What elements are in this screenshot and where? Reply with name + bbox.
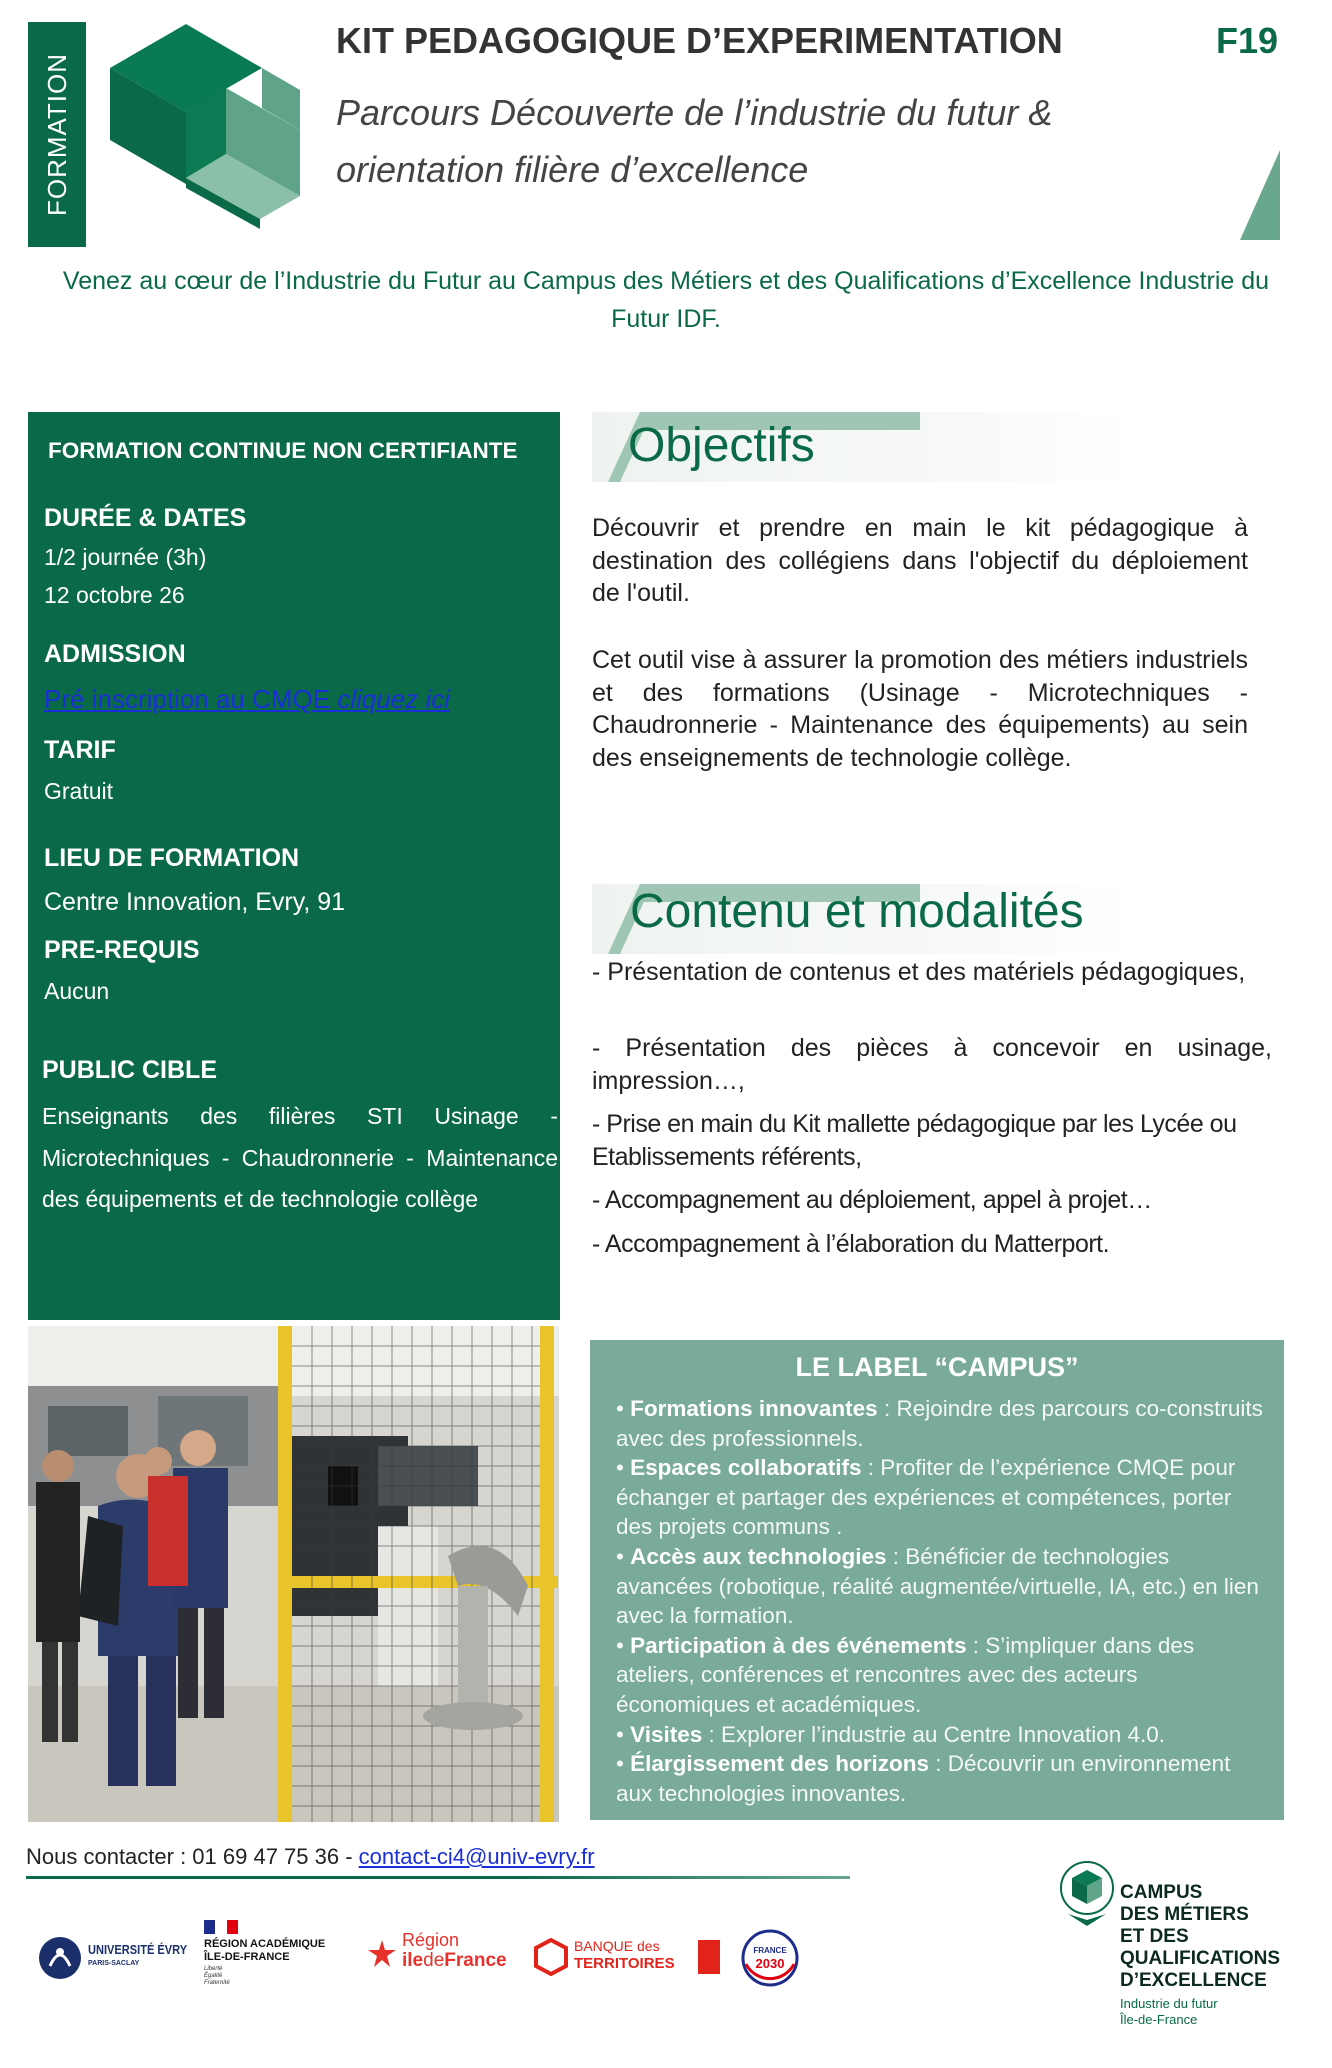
label-item-bold: Élargissement des horizons bbox=[630, 1751, 929, 1777]
workshop-photo bbox=[28, 1326, 559, 1822]
admission-heading: ADMISSION bbox=[44, 640, 186, 668]
public-heading: PUBLIC CIBLE bbox=[42, 1056, 217, 1084]
campus-cmqe-logo bbox=[1058, 1850, 1308, 2050]
document-subtitle: Parcours Découverte de l’industrie du futur & orientation filière d’excellence bbox=[336, 92, 1053, 190]
banque-des-territoires-logo bbox=[534, 1934, 724, 1984]
label-item: • Formations innovantes : Rejoindre des parcours co-construits avec des professionnels. bbox=[616, 1396, 1263, 1451]
date-value: 12 octobre 26 bbox=[44, 582, 185, 608]
label-item: • Espaces collaboratifs : Profiter de l’expérience CMQE pour échanger et partager des expériences et compétences, porter des projets communs . bbox=[616, 1455, 1236, 1540]
formation-category: FORMATION CONTINUE NON CERTIFIANTE bbox=[48, 438, 518, 463]
label-item-text: : Rejoindre des parcours co-construits avec des professionnels. bbox=[616, 1396, 1263, 1451]
label-item-bold: Visites bbox=[630, 1721, 703, 1747]
region-name bbox=[402, 1950, 507, 1972]
france-2030-year: 2030 bbox=[755, 1956, 785, 1971]
evry-sub-text: PARIS-SACLAY bbox=[88, 1960, 140, 1967]
contact-phone: Nous contacter : 01 69 47 75 36 - bbox=[26, 1844, 359, 1869]
region-word: Région bbox=[402, 1930, 460, 1950]
intro-text: Venez au cœur de l’Industrie du Futur au Campus des Métiers et des Qualifications d’Excellence Industrie du Futur IDF. bbox=[62, 267, 1270, 333]
preinscription-link-italic[interactable]: cliquez ici bbox=[337, 684, 451, 714]
contenu-item: - Présentation de contenus et des matériels pédagogiques, bbox=[592, 958, 1246, 986]
universite-evry-logo bbox=[38, 1932, 188, 1982]
contenu-item: - Accompagnement au déploiement, appel à projet… bbox=[592, 1186, 1152, 1214]
corner-triangle-decoration bbox=[1240, 150, 1280, 240]
objectifs-title: Objectifs bbox=[628, 419, 815, 472]
region-acad-motto-3: Fraternité bbox=[204, 1980, 230, 1986]
campus-line: D’EXCELLENCE bbox=[1120, 1970, 1267, 1991]
formation-info-panel bbox=[28, 412, 560, 1320]
banque-line-2: TERRITOIRES bbox=[574, 1955, 675, 1972]
label-item-text: : S’impliquer dans des ateliers, conférences et rencontres avec des acteurs économiques et académiques. bbox=[616, 1632, 1195, 1717]
france-2030-logo bbox=[740, 1928, 800, 1988]
duration-value: 1/2 journée (3h) bbox=[44, 544, 207, 570]
label-item-bold: Participation à des événements bbox=[630, 1632, 967, 1658]
tarif-heading: TARIF bbox=[44, 736, 116, 764]
region-acad-motto-2: Égalité bbox=[204, 1973, 223, 1979]
campus-logo-text bbox=[1120, 1882, 1280, 1992]
campus-cube-icon bbox=[1058, 1860, 1116, 1928]
lieu-value: Centre Innovation, Evry, 91 bbox=[44, 888, 346, 916]
public-value: Enseignants des filières STI Usinage - Microtechniques - Chaudronnerie - Maintenance des équipements et de technologie collège bbox=[42, 1103, 558, 1212]
contenu-item: - Prise en main du Kit mallette pédagogique par les Lycée ou Etablissements référents, bbox=[592, 1110, 1237, 1171]
label-item-text: : Profiter de l’expérience CMQE pour échanger et partager des expériences et compétences, porter des projets communs . bbox=[616, 1455, 1236, 1540]
objectifs-paragraph-2: Cet outil vise à assurer la promotion des métiers industriels et des formations (Usinage - Microtechniques - Chaudronnerie - Maintenance des équipements) au sein des enseignements de technologie collège. bbox=[592, 646, 1248, 772]
contact-line bbox=[26, 1844, 595, 1870]
banque-line-1: BANQUE des bbox=[574, 1938, 660, 1954]
region-acad-motto-1: Liberté bbox=[204, 1966, 223, 1972]
contenu-item: - Accompagnement à l’élaboration du Matterport. bbox=[592, 1230, 1110, 1258]
banque-hexagon-icon bbox=[534, 1938, 568, 1976]
label-item-bold: Formations innovantes bbox=[630, 1396, 878, 1421]
region-name-de: de bbox=[423, 1950, 445, 1971]
evry-main-text: UNIVERSITÉ ÉVRY bbox=[88, 1942, 188, 1957]
label-item-bold: Accès aux technologies bbox=[630, 1543, 887, 1569]
label-item: • Visites : Explorer l’industrie au Centre Innovation 4.0. bbox=[616, 1721, 1166, 1747]
label-item-text: : Découvrir un environnement aux technologies innovantes. bbox=[616, 1751, 1231, 1806]
region-star-icon bbox=[368, 1940, 396, 1968]
document-code: F19 bbox=[1216, 20, 1279, 61]
preinscription-link[interactable] bbox=[44, 684, 450, 715]
objectifs-paragraph-1: Découvrir et prendre en main le kit pédagogique à destination des collégiens dans l'objectif du déploiement de l'outil. bbox=[592, 514, 1248, 607]
formation-band bbox=[28, 22, 86, 247]
region-idf-logo bbox=[368, 1928, 518, 1982]
marianne-flag-icon bbox=[204, 1920, 238, 1934]
lieu-heading: LIEU DE FORMATION bbox=[44, 844, 300, 872]
label-campus-box bbox=[590, 1340, 1284, 1820]
label-item: • Élargissement des horizons : Découvrir un environnement aux technologies innovantes. bbox=[616, 1751, 1231, 1806]
france-2030-word: FRANCE bbox=[753, 1946, 787, 1955]
workshop-photo-illustration bbox=[28, 1326, 559, 1822]
label-campus-title: LE LABEL “CAMPUS” bbox=[795, 1352, 1079, 1382]
campus-line: CAMPUS bbox=[1120, 1882, 1203, 1903]
campus-line: DES MÉTIERS bbox=[1120, 1904, 1249, 1925]
contact-email-link[interactable]: contact-ci4@univ-evry.fr bbox=[358, 1844, 595, 1869]
label-item: • Participation à des événements : S’impliquer dans des ateliers, conférences et rencontres avec des acteurs économiques et académiques. bbox=[616, 1632, 1195, 1717]
label-item: • Accès aux technologies : Bénéficier de technologies avancées (robotique, réalité augmentée/virtuelle, IA, etc.) en lien avec la formation. bbox=[616, 1543, 1259, 1629]
region-acad-line-1: RÉGION ACADÉMIQUE bbox=[204, 1938, 326, 1950]
campus-line: ET DES bbox=[1120, 1926, 1189, 1947]
prerequis-heading: PRE-REQUIS bbox=[44, 936, 200, 964]
document-title: KIT PEDAGOGIQUE D’EXPERIMENTATION bbox=[336, 20, 1063, 61]
contenu-item: - Présentation des pièces à concevoir en usinage, impression…, bbox=[592, 1034, 1272, 1095]
region-academique-logo bbox=[204, 1920, 354, 2000]
universite-evry-emblem-icon bbox=[38, 1936, 82, 1980]
contenu-title: Contenu et modalités bbox=[630, 885, 1084, 938]
footer-divider bbox=[26, 1876, 850, 1879]
region-name-ile: ile bbox=[402, 1950, 424, 1971]
cmqe-cube-logo bbox=[110, 24, 300, 229]
duration-heading: DURÉE & DATES bbox=[44, 504, 247, 532]
prerequis-value: Aucun bbox=[44, 978, 110, 1004]
label-item-text: : Bénéficier de technologies avancées (robotique, réalité augmentée/virtuelle, IA, etc.) en lien avec la formation. bbox=[616, 1543, 1259, 1629]
formation-band-label: FORMATION bbox=[42, 52, 72, 217]
preinscription-link-text[interactable]: Pré inscription au CMQE bbox=[44, 684, 338, 714]
region-name-france: France bbox=[444, 1950, 507, 1971]
tarif-value: Gratuit bbox=[44, 778, 114, 804]
label-item-bold: Espaces collaboratifs bbox=[630, 1455, 862, 1481]
label-campus-list bbox=[616, 1394, 1266, 1808]
campus-sub-line-2: Île-de-France bbox=[1120, 2012, 1198, 2027]
student-dark-figure bbox=[36, 1450, 80, 1742]
label-item-text: : Explorer l’industrie au Centre Innovation 4.0. bbox=[702, 1721, 1166, 1747]
region-acad-line-2: ÎLE-DE-FRANCE bbox=[204, 1951, 290, 1963]
campus-sub-line-1: Industrie du futur bbox=[1120, 1996, 1218, 2011]
campus-line: QUALIFICATIONS bbox=[1120, 1948, 1281, 1969]
caisse-depots-mark-icon bbox=[698, 1940, 720, 1974]
